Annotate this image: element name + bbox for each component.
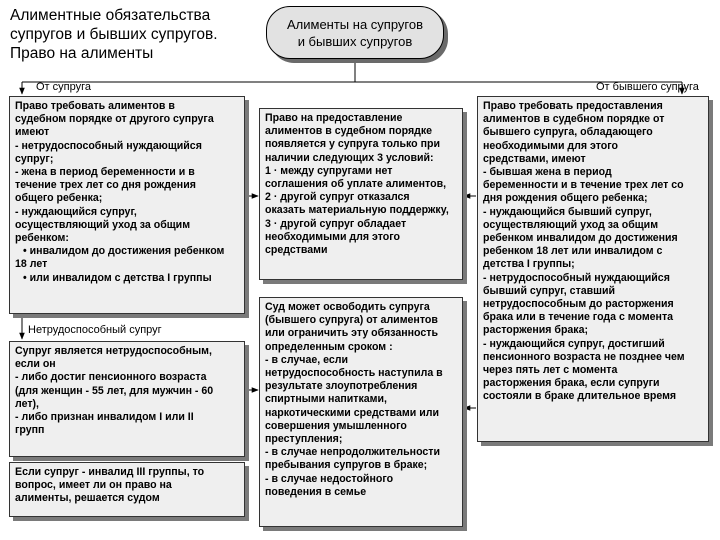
box-line: бывшего супруга, обладающего [483, 126, 653, 139]
box-line: пенсионного возраста не позднее чем [483, 350, 685, 363]
box-line: 1 · между супругами нет [265, 164, 393, 177]
box-line: (для женщин - 55 лет, для мужчин - 60 [15, 384, 214, 397]
box-line: беременности и в течение трех лет со [483, 179, 684, 192]
box-line: алименты, решается судом [15, 492, 160, 505]
box-line: нетрудоспособность наступила в [265, 367, 443, 380]
box-line: Право требовать алиментов в [15, 100, 175, 112]
box-line: Если супруг - инвалид III группы, то [15, 466, 205, 478]
box-line: супруг; [15, 152, 54, 165]
box-line: имеют [15, 126, 50, 139]
box-line: - либо признан инвалидом I или II [15, 411, 194, 424]
box-left-rights [9, 96, 245, 314]
box-line: дня рождения общего ребенка; [483, 192, 648, 205]
box-line: детства I группы; [483, 258, 575, 271]
box-line: результате злоупотребления [265, 380, 418, 393]
box-line: - либо достиг пенсионного возраста [15, 371, 207, 384]
box-line: если он [15, 358, 56, 371]
box-line: ребенком инвалидом до достижения [483, 232, 678, 245]
box-line: судебном порядке от другого супруга [15, 113, 214, 126]
box-line: средствами [265, 244, 328, 257]
box-line: 2 · другой супруг отказался [265, 191, 410, 204]
heading-line: Алиментные обязательства [10, 7, 211, 24]
box-line: Право на предоставление [265, 112, 403, 124]
box-line: необходимыми для этого [483, 139, 618, 152]
box-line: нетрудоспособным до расторжения [483, 298, 674, 311]
box-line: средствами, имеют [483, 152, 586, 165]
box-line: алиментов в судебном порядке [265, 125, 433, 138]
box-line: ребенком: [15, 232, 69, 245]
box-line: появляется у супруга только при [265, 138, 440, 151]
box-line: алиментов в судебном порядке от [483, 113, 665, 126]
box-line: - нуждающийся супруг, [15, 205, 137, 218]
box-line: лет), [15, 397, 40, 410]
box-line: Право требовать предоставления [483, 100, 663, 112]
box-line: ребенком 18 лет или инвалидом с [483, 245, 663, 258]
box-line: расторжения брака; [483, 324, 589, 337]
box-line: через пять лет с момента [483, 364, 618, 377]
box-line: осуществляющий уход за общим [483, 218, 659, 231]
box-line: 3 · другой супруг обладает [265, 217, 407, 230]
box-line: - бывшая жена в период [483, 166, 612, 179]
box-disabled-definition [9, 341, 245, 457]
box-line: пребывания супругов в браке; [265, 459, 428, 472]
heading-line: супругов и бывших супругов. [10, 26, 218, 43]
box-line: - в случае, если [265, 353, 349, 366]
box-line: Суд может освободить супруга [265, 301, 430, 313]
label-from-ex-spouse: От бывшего супруга [596, 81, 699, 93]
box-line: Супруг является нетрудоспособным, [15, 345, 212, 357]
box-line: - нуждающийся бывший супруг, [483, 205, 652, 218]
heading-line: Право на алименты [10, 45, 154, 62]
box-line: 18 лет [15, 258, 48, 271]
title-node: Алименты на супругов и бывших супругов [266, 6, 444, 59]
diagram-heading [10, 6, 260, 63]
box-line: брака или в течение года с момента [483, 311, 674, 324]
box-line: - жена в период беременности и в [15, 166, 195, 179]
box-line: наркотическими средствами или [265, 406, 439, 419]
box-line: течение трех лет со дня рождения [15, 179, 196, 192]
box-line: - нетрудоспособный нуждающийся [15, 139, 202, 152]
box-center-conditions [259, 108, 463, 280]
box-line: бывший супруг, ставший [483, 284, 616, 297]
box-line: групп [15, 424, 45, 437]
box-right-rights [477, 96, 709, 442]
box-line: спиртными напитками, [265, 393, 387, 406]
box-line: поведения в семье [265, 485, 367, 498]
box-line: • или инвалидом с детства I группы [23, 271, 212, 284]
box-line: общего ребенка; [15, 192, 103, 205]
box-line: оказать материальную поддержку, [265, 204, 449, 217]
box-line: (бывшего супруга) от алиментов [265, 314, 438, 327]
box-line: преступления; [265, 433, 343, 446]
box-line: осуществляющий уход за общим [15, 218, 191, 231]
box-line: соглашения об уплате алиментов, [265, 178, 447, 191]
box-line: или ограничить эту обязанность [265, 327, 438, 340]
box-line: вопрос, имеет ли он право на [15, 479, 172, 492]
box-court-release [259, 297, 463, 527]
box-line: состояли в браке длительное время [483, 390, 677, 403]
box-line: наличии следующих 3 условий: [265, 151, 434, 164]
box-line: расторжения брака, если супруги [483, 377, 660, 390]
label-disabled-spouse: Нетрудоспособный супруг [28, 324, 162, 336]
box-line: совершения умышленного [265, 419, 407, 432]
box-line: определенным сроком : [265, 340, 393, 353]
label-from-spouse: От супруга [36, 81, 91, 93]
box-line: необходимыми для этого [265, 230, 400, 243]
box-line: - в случае недостойного [265, 472, 394, 485]
box-line: - нуждающийся супруг, достигший [483, 337, 665, 350]
box-line: • инвалидом до достижения ребенком [23, 245, 225, 258]
box-line: - в случае непродолжительности [265, 446, 440, 459]
box-line: - нетрудоспособный нуждающийся [483, 271, 670, 284]
box-group3-note [9, 462, 245, 517]
